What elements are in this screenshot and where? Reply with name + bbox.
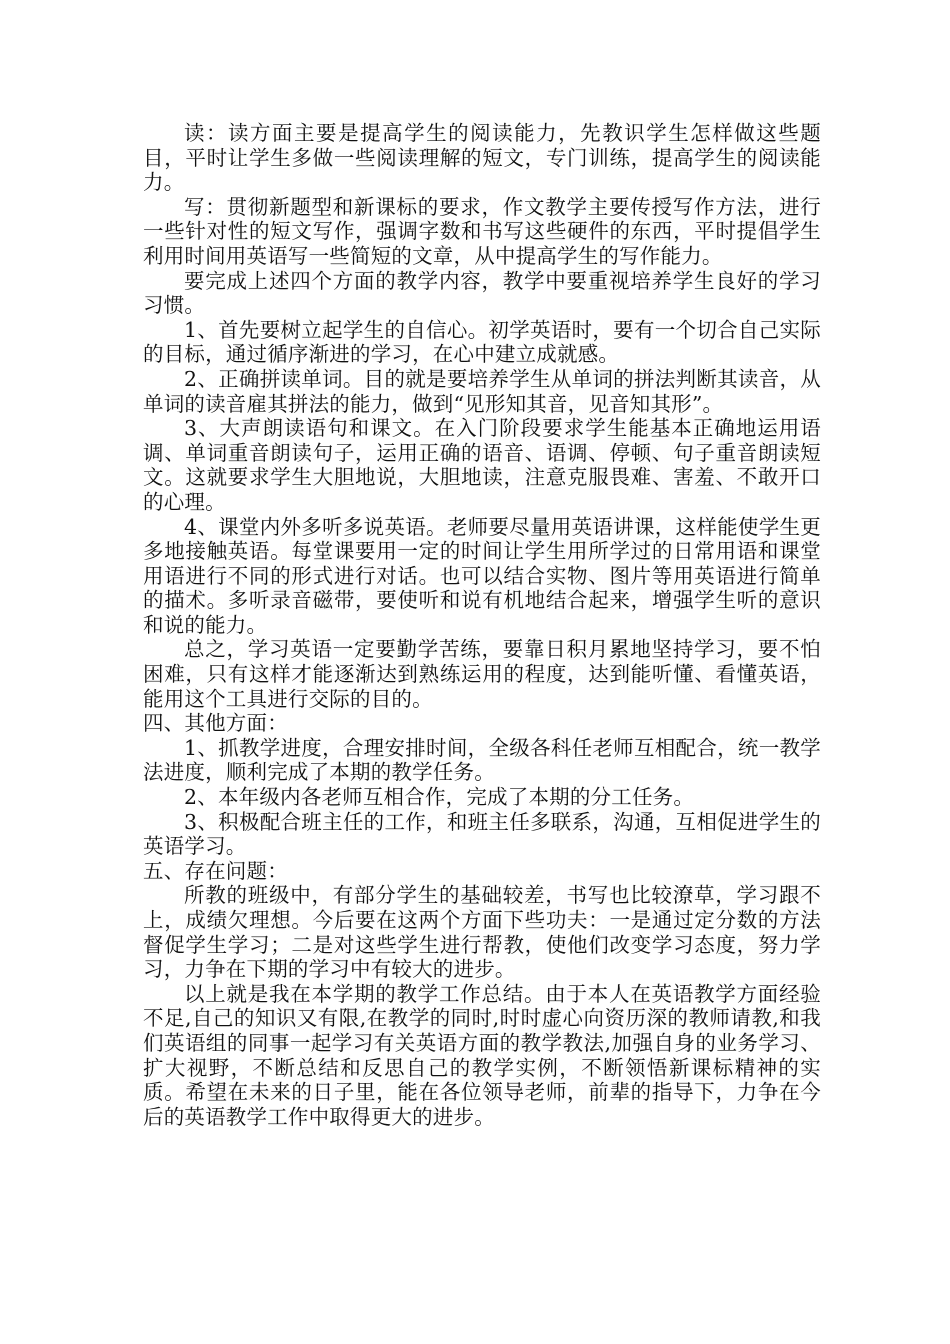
paragraph-conclusion: 以上就是我在本学期的教学工作总结。由于本人在英语教学方面经验不足,自己的知识又有限,在教学的同时,时时虚心向资历深的教师请教,和我们英语组的同事一起学习有关英语方面的教学教法,加强自身的业务学习、扩大视野，不断总结和反思自己的教学实例，不断领悟新课标精神的实质。希望在未来的日子里，能在各位领导老师，前辈的指导下，力争在今后的英语教学工作中取得更大的进步。 <box>143 981 821 1129</box>
paragraph-writing: 写：贯彻新题型和新课标的要求，作文教学主要传授写作方法，进行一些针对性的短文写作，强调字数和书写这些硬件的东西，平时提倡学生利用时间用英语写一些简短的文章，从中提高学生的写作能力。 <box>143 194 821 268</box>
paragraph-problems: 所教的班级中，有部分学生的基础较差，书写也比较潦草，学习跟不上，成绩欠理想。今后要在这两个方面下些功夫：一是通过定分数的方法督促学生学习；二是对这些学生进行帮教，使他们改变学习态度，努力学习，力争在下期的学习中有较大的进步。 <box>143 883 821 982</box>
paragraph-habit-4: 4、课堂内外多听多说英语。老师要尽量用英语讲课，这样能使学生更多地接触英语。每堂课要用一定的时间让学生用所学过的日常用语和课堂用语进行不同的形式进行对话。也可以结合实物、图片等用英语进行简单的描术。多听录音磁带，要使听和说有机地结合起来，增强学生听的意识和说的能力。 <box>143 514 821 637</box>
paragraph-other-2: 2、本年级内各老师互相合作，完成了本期的分工任务。 <box>184 785 695 810</box>
paragraph-summary: 总之，学习英语一定要勤学苦练，要靠日积月累地坚持学习，要不怕困难，只有这样才能逐渐达到熟练运用的程度，达到能听懂、看懂英语，能用这个工具进行交际的目的。 <box>143 637 821 711</box>
paragraph-other-3: 3、积极配合班主任的工作，和班主任多联系，沟通，互相促进学生的英语学习。 <box>143 809 821 859</box>
section-heading-problems: 五、存在问题： <box>143 858 288 883</box>
document-body <box>143 121 821 1129</box>
paragraph-reading: 读：读方面主要是提高学生的阅读能力，先教识学生怎样做这些题目，平时让学生多做一些阅读理解的短文，专门训练，提高学生的阅读能力。 <box>143 121 821 195</box>
section-heading-other: 四、其他方面： <box>143 711 288 736</box>
paragraph-habit-3: 3、大声朗读语句和课文。在入门阶段要求学生能基本正确地运用语调、单词重音朗读句子，运用正确的语音、语调、停顿、句子重音朗读短文。这就要求学生大胆地说，大胆地读，注意克服畏难、害羞、不敢开口的心理。 <box>143 416 821 514</box>
paragraph-other-1: 1、抓教学进度，合理安排时间，全级各科任老师互相配合，统一教学法进度，顺利完成了本期的教学任务。 <box>143 735 821 785</box>
paragraph-habit-1: 1、首先要树立起学生的自信心。初学英语时，要有一个切合自己实际的目标，通过循序渐进的学习，在心中建立成就感。 <box>143 317 821 367</box>
paragraph-habit-2: 2、正确拼读单词。目的就是要培养学生从单词的拼法判断其读音，从单词的读音雇其拼法的能力，做到“见形知其音，见音知其形”。 <box>143 366 821 416</box>
paragraph-habits-intro: 要完成上述四个方面的教学内容，教学中要重视培养学生良好的学习习惯。 <box>143 268 821 318</box>
